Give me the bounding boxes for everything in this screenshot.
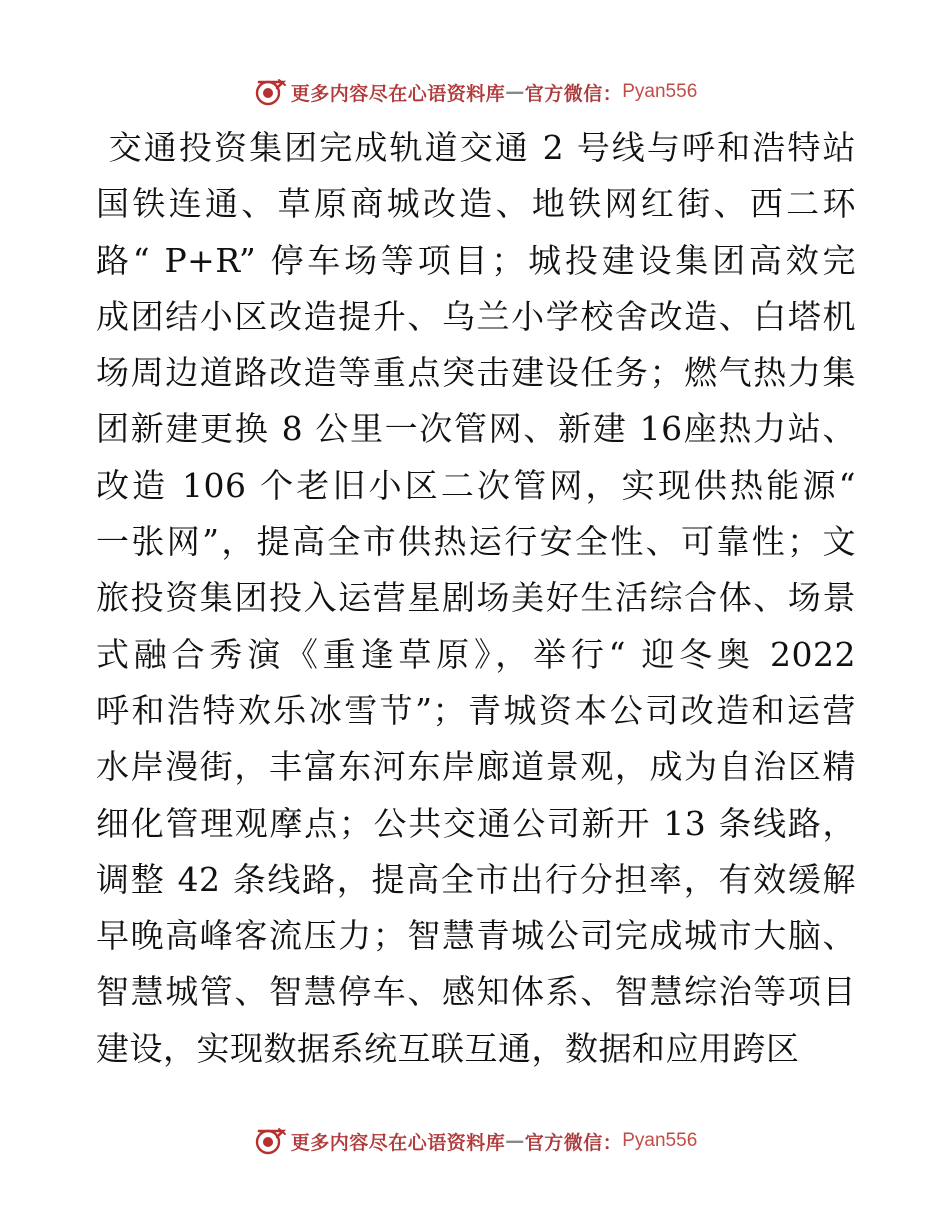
text-line: 改造 106 个老旧小区二次管网，实现供热能源“ <box>96 465 856 505</box>
text-line: 旅投资集团投入运营星剧场美好生活综合体、场景 <box>96 578 856 618</box>
text-line: 路“ P+R” 停车场等项目；城投建设集团高效完 <box>96 240 856 280</box>
text-line: 交通投资集团完成轨道交通 2 号线与呼和浩特站 <box>96 128 856 167</box>
text-line: 早晚高峰客流压力；智慧青城公司完成城市大脑、 <box>96 916 856 956</box>
text-line: 调整 42 条线路，提高全市出行分担率，有效缓解 <box>96 859 856 899</box>
text-line: 建设，实现数据系统互联互通，数据和应用跨区 <box>96 1028 800 1068</box>
text-line: 智慧城管、智慧停车、感知体系、智慧综治等项目 <box>96 972 856 1012</box>
text-line: 式融合秀演《重逢草原》，举行“ 迎冬奥 2022 <box>96 634 856 674</box>
footer-watermark <box>0 1121 950 1161</box>
watermark-label: 官方微信： <box>524 1131 623 1154</box>
text-line: 团新建更换 8 公里一次管网、新建 16座热力站、 <box>96 409 856 449</box>
text-line: 成团结小区改造提升、乌兰小学校舍改造、白塔机 <box>96 296 856 336</box>
watermark-handle: Pyan556 <box>622 81 698 102</box>
red-seal-logo-icon <box>253 77 287 107</box>
text-line: 场周边道路改造等重点突击建设任务；燃气热力集 <box>96 353 856 393</box>
watermark-main-text: 更多内容尽在心语资料库 <box>290 1131 506 1154</box>
text-line: 呼和浩特欢乐冰雪节”；青城资本公司改造和运营 <box>96 690 856 730</box>
text-line: 国铁连通、草原商城改造、地铁网红街、西二环 <box>96 184 856 224</box>
red-seal-logo-icon <box>253 1126 287 1156</box>
text-line: 一张网”，提高全市供热运行安全性、可靠性；文 <box>96 522 856 562</box>
text-line: 水岸漫街，丰富东河东岸廊道景观，成为自治区精 <box>96 747 856 787</box>
header-watermark <box>0 72 950 112</box>
document-body <box>96 120 856 1077</box>
watermark-handle: Pyan556 <box>622 1130 698 1151</box>
text-line: 细化管理观摩点；公共交通公司新开 13 条线路， <box>96 803 856 843</box>
watermark-dash: — <box>505 81 525 103</box>
watermark-main-text: 更多内容尽在心语资料库 <box>290 82 506 105</box>
watermark-label: 官方微信： <box>524 82 623 105</box>
watermark-dash: — <box>505 1130 525 1152</box>
